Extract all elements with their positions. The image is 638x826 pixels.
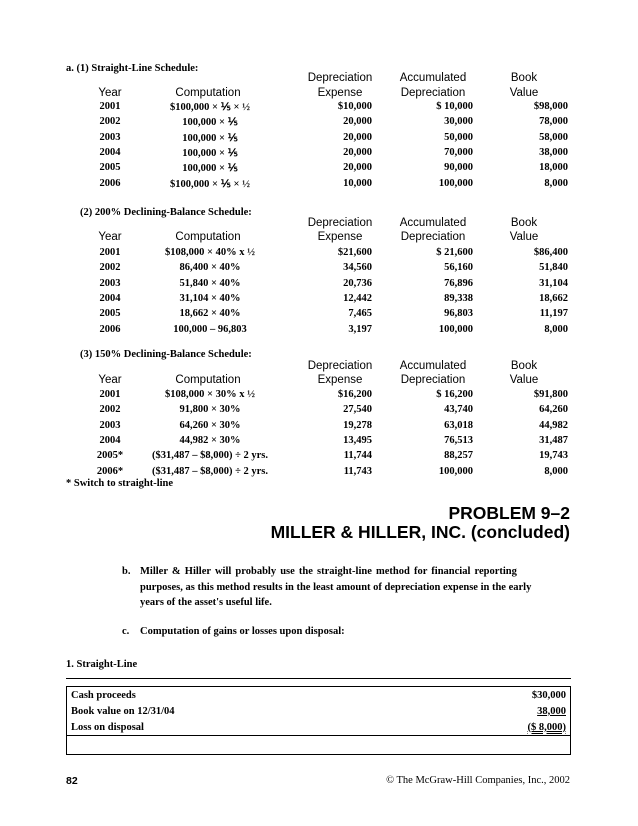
- accumulated-depreciation-cell: 56,160: [444, 262, 473, 274]
- table-row: [67, 703, 571, 719]
- header-dep-line1: Depreciation: [307, 217, 373, 229]
- header-dep-line1: Depreciation: [307, 72, 373, 84]
- page-number: 82: [66, 775, 78, 787]
- year-cell: 2001: [99, 247, 121, 258]
- depreciation-expense-cell: 13,495: [343, 434, 372, 446]
- computation-cell: 64,260 × 30%: [179, 419, 241, 431]
- header-bv-line1: Book: [510, 360, 538, 372]
- year-cell: 2005: [99, 162, 121, 174]
- header-acc-line2: Depreciation: [400, 87, 466, 99]
- header-dep-line2: Expense: [317, 374, 363, 386]
- year-cell: 2003: [99, 131, 121, 143]
- header-acc-line1: Accumulated: [399, 217, 467, 229]
- book-value-cell: 11,197: [539, 308, 568, 320]
- accumulated-depreciation-cell: 76,513: [444, 434, 473, 446]
- header-bv-line2: Value: [509, 87, 539, 99]
- table-row: [0, 247, 638, 263]
- year-cell: 2005: [99, 308, 121, 320]
- depreciation-expense-cell: 7,465: [348, 308, 372, 320]
- depreciation-expense-cell: 34,560: [343, 262, 372, 274]
- book-value-cell: 64,260: [539, 404, 568, 416]
- depreciation-expense-cell: 20,000: [343, 131, 372, 143]
- item-c-text: Computation of gains or losses upon disposal:: [140, 626, 345, 637]
- disposal-table: [66, 686, 571, 755]
- computation-cell: 100,000 – 96,803: [173, 323, 247, 335]
- table-row: [67, 687, 571, 704]
- table-row: [0, 278, 638, 294]
- depreciation-expense-cell: 20,736: [343, 277, 372, 289]
- table-row: [0, 116, 638, 132]
- copyright: © The McGraw-Hill Companies, Inc., 2002: [386, 775, 570, 786]
- year-cell: 2002: [99, 262, 121, 274]
- problem-company: MILLER & HILLER, INC. (concluded): [270, 522, 570, 542]
- depreciation-expense-cell: 12,442: [343, 292, 372, 304]
- depreciation-expense-cell: 19,278: [343, 419, 372, 431]
- book-value-cell: $86,400: [533, 247, 568, 258]
- header-bv-line1: Book: [510, 72, 538, 84]
- book-value-cell: 19,743: [539, 450, 568, 462]
- disposal-label: Cash proceeds: [67, 687, 422, 704]
- depreciation-expense-cell: $10,000: [337, 101, 372, 112]
- computation-cell: $100,000 × ⅕ × ½: [170, 178, 250, 190]
- year-cell: 2002: [99, 404, 121, 416]
- disposal-label: Loss on disposal: [67, 719, 422, 736]
- table-row: [0, 389, 638, 405]
- depreciation-expense-cell: 20,000: [343, 116, 372, 128]
- table-row: [0, 162, 638, 178]
- year-cell: 2004: [99, 292, 121, 304]
- disposal-empty-cell: [422, 736, 571, 755]
- computation-cell: ($31,487 – $8,000) ÷ 2 yrs.: [151, 450, 268, 462]
- depreciation-expense-cell: 11,743: [343, 465, 372, 477]
- computation-cell: ($31,487 – $8,000) ÷ 2 yrs.: [151, 465, 268, 477]
- accumulated-depreciation-cell: 100,000: [438, 465, 473, 477]
- computation-cell: 91,800 × 30%: [179, 404, 241, 416]
- book-value-cell: $98,000: [533, 101, 568, 112]
- item-b-line1: Miller & Hiller will probably use the straight-line method for financial reporting: [140, 566, 517, 577]
- depreciation-expense-cell: $16,200: [337, 389, 372, 400]
- computation-cell: 100,000 × ⅕: [182, 163, 238, 175]
- book-value-cell: $91,800: [533, 389, 568, 400]
- header-dep-line1: Depreciation: [307, 360, 373, 372]
- year-cell: 2003: [99, 419, 121, 431]
- table-row: [0, 435, 638, 451]
- accumulated-depreciation-cell: $ 21,600: [436, 247, 473, 258]
- header-acc-line1: Accumulated: [399, 360, 467, 372]
- section-title-150-db: (3) 150% Declining-Balance Schedule:: [80, 349, 252, 360]
- disposal-label: Book value on 12/31/04: [67, 703, 422, 719]
- accumulated-depreciation-cell: 88,257: [444, 450, 473, 462]
- depreciation-expense-cell: 3,197: [348, 323, 372, 335]
- accumulated-depreciation-cell: 50,000: [444, 131, 473, 143]
- book-value-cell: 58,000: [539, 131, 568, 143]
- book-value-cell: 31,104: [539, 277, 568, 289]
- depreciation-expense-cell: $21,600: [337, 247, 372, 258]
- book-value-cell: 8,000: [544, 177, 568, 189]
- header-bv-line2: Value: [509, 374, 539, 386]
- depreciation-expense-cell: 27,540: [343, 404, 372, 416]
- depreciation-expense-cell: 20,000: [343, 162, 372, 174]
- year-cell: 2006: [99, 323, 121, 335]
- book-value-cell: 51,840: [539, 262, 568, 274]
- table-row: [0, 101, 638, 117]
- book-value-cell: 8,000: [544, 323, 568, 335]
- accumulated-depreciation-cell: 30,000: [444, 116, 473, 128]
- header-bv-line2: Value: [509, 231, 539, 243]
- table-row: [0, 404, 638, 420]
- header-acc-line2: Depreciation: [400, 231, 466, 243]
- item-b-label: b.: [122, 566, 131, 577]
- computation-cell: 31,104 × 40%: [179, 292, 241, 304]
- year-cell: 2005*: [96, 450, 124, 462]
- year-cell: 2004: [99, 434, 121, 446]
- depreciation-expense-cell: 10,000: [343, 177, 372, 189]
- book-value-cell: 44,982: [539, 419, 568, 431]
- header-dep-line2: Expense: [317, 231, 363, 243]
- table-row: [0, 132, 638, 148]
- footnote-switch: * Switch to straight-line: [66, 478, 174, 489]
- accumulated-depreciation-cell: 96,803: [444, 308, 473, 320]
- computation-cell: $108,000 × 30% x ½: [165, 389, 255, 400]
- header-dep-line2: Expense: [317, 87, 363, 99]
- disposal-empty-cell: [67, 736, 422, 755]
- computation-cell: $108,000 × 40% x ½: [165, 247, 255, 258]
- year-cell: 2006: [99, 177, 121, 189]
- computation-cell: 100,000 × ⅕: [182, 147, 238, 159]
- computation-cell: 44,982 × 30%: [179, 434, 241, 446]
- disposal-value: $30,000: [422, 687, 571, 704]
- table-row: [0, 262, 638, 278]
- year-cell: 2006*: [96, 465, 124, 477]
- item-c-label: c.: [122, 626, 130, 637]
- accumulated-depreciation-cell: 89,338: [444, 292, 473, 304]
- item-b-line3: years of the asset's useful life.: [140, 597, 272, 608]
- header-bv-line1: Book: [510, 217, 538, 229]
- book-value-cell: 38,000: [539, 146, 568, 158]
- item-b-line2: purposes, as this method results in the least amount of depreciation expense in the early: [140, 582, 532, 593]
- computation-cell: 86,400 × 40%: [179, 262, 241, 274]
- book-value-cell: 18,000: [539, 162, 568, 174]
- accumulated-depreciation-cell: 90,000: [444, 162, 473, 174]
- table-row: [0, 293, 638, 309]
- book-value-cell: 8,000: [544, 465, 568, 477]
- accumulated-depreciation-cell: 43,740: [444, 404, 473, 416]
- computation-cell: 100,000 × ⅕: [182, 132, 238, 144]
- book-value-cell: 78,000: [539, 116, 568, 128]
- accumulated-depreciation-cell: $ 10,000: [436, 101, 473, 112]
- problem-number: PROBLEM 9–2: [448, 503, 570, 523]
- accumulated-depreciation-cell: 63,018: [444, 419, 473, 431]
- section-title-200-db: (2) 200% Declining-Balance Schedule:: [80, 207, 252, 218]
- depreciation-expense-cell: 20,000: [343, 146, 372, 158]
- table-row: [0, 178, 638, 194]
- header-computation: Computation: [175, 87, 241, 99]
- divider: [66, 678, 571, 679]
- disposal-value: 38,000: [422, 703, 571, 719]
- header-computation: Computation: [175, 374, 241, 386]
- book-value-cell: 31,487: [539, 434, 568, 446]
- year-cell: 2001: [99, 101, 121, 112]
- header-year: Year: [98, 374, 122, 386]
- disposal-value: ($ 8,000): [422, 719, 571, 736]
- book-value-cell: 18,662: [539, 292, 568, 304]
- header-acc-line2: Depreciation: [400, 374, 466, 386]
- accumulated-depreciation-cell: 100,000: [438, 177, 473, 189]
- accumulated-depreciation-cell: $ 16,200: [436, 389, 473, 400]
- table-row: [67, 719, 571, 736]
- header-computation: Computation: [175, 231, 241, 243]
- table-row: [67, 736, 571, 755]
- accumulated-depreciation-cell: 70,000: [444, 146, 473, 158]
- computation-cell: 51,840 × 40%: [179, 277, 241, 289]
- section-title-straight-line: a. (1) Straight-Line Schedule:: [66, 63, 199, 74]
- table-row: [0, 308, 638, 324]
- disposal-title: 1. Straight-Line: [66, 659, 138, 670]
- table-row: [0, 147, 638, 163]
- computation-cell: 100,000 × ⅕: [182, 117, 238, 129]
- year-cell: 2001: [99, 389, 121, 400]
- header-year: Year: [98, 231, 122, 243]
- header-year: Year: [98, 87, 122, 99]
- depreciation-expense-cell: 11,744: [343, 450, 372, 462]
- table-row: [0, 450, 638, 466]
- table-row: [0, 420, 638, 436]
- table-row: [0, 324, 638, 340]
- header-acc-line1: Accumulated: [399, 72, 467, 84]
- year-cell: 2004: [99, 146, 121, 158]
- accumulated-depreciation-cell: 76,896: [444, 277, 473, 289]
- computation-cell: $100,000 × ⅕ × ½: [170, 102, 250, 113]
- year-cell: 2003: [99, 277, 121, 289]
- computation-cell: 18,662 × 40%: [179, 308, 241, 320]
- accumulated-depreciation-cell: 100,000: [438, 323, 473, 335]
- year-cell: 2002: [99, 116, 121, 128]
